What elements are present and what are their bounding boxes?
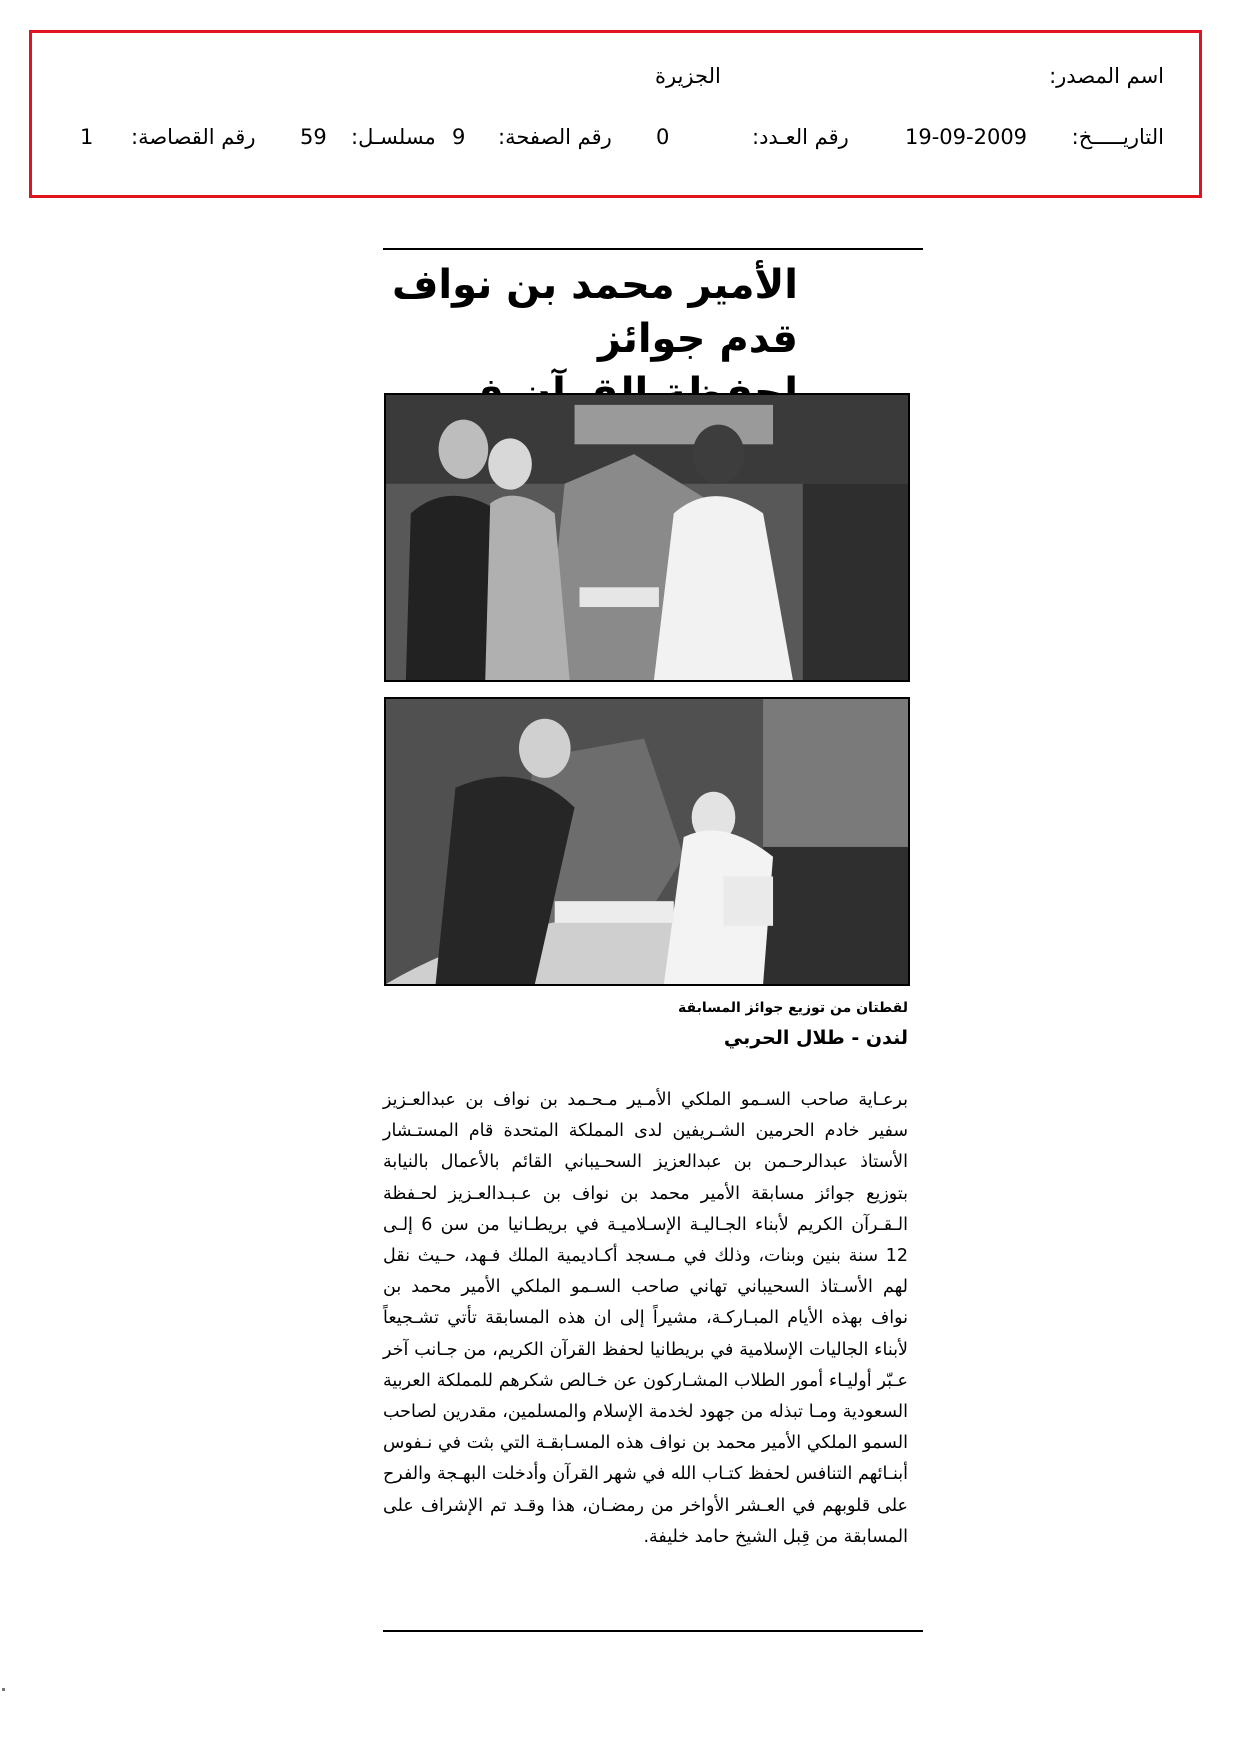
headline-line-1: الأمير محمد بن نواف قدم جوائز (391, 262, 798, 362)
source-label: اسم المصدر: (1049, 64, 1164, 88)
byline: لندن - طلال الحربي (723, 1027, 908, 1049)
page-label: رقم الصفحة: (498, 125, 612, 149)
source-value: الجزيرة (655, 64, 721, 88)
clip-label: رقم القصاصة: (131, 125, 256, 149)
issue-value: 0 (656, 125, 670, 149)
page-value: 9 (452, 125, 466, 149)
top-divider (383, 248, 923, 250)
clip-value: 1 (80, 125, 94, 149)
serial-label: مسلسـل: (351, 125, 436, 149)
photo-award-ceremony-2 (384, 697, 910, 986)
issue-label: رقم العـدد: (752, 125, 849, 149)
article-body: برعـاية صاحب السـمو الملكي الأمـير مـحـمد بن نواف بن عبدالعـزيز سفير خادم الحرمين الشـريفين لدى المملكة المتحدة قام المستـشار الأستاذ عبدالرحـمن بن عبدالعزيز السحـيباني القائم بالأعمال بالنيابة بتوزيع جوائز مسابقة الأمير محمد بن نواف بن عـبـدالعـزيز لحـفظة الـقـرآن الكريم لأبناء الجـاليـة الإسـلاميـة في بريطـانيا من سن 6 إلـى 12 سنة بنين وبنات، وذلك في مـسجد أكـاديمية الملك فـهد، حـيث نقل لهم الأسـتاذ السحيباني تهاني صاحب السـمو الملكي الأمير محمد بن نواف بهذه الأيام المبـاركـة، مشيراً إلى ان هذه المسابقة تأتي تشـجيعاً لأبناء الجاليات الإسلامية في بريطانيا لحفظ القرآن الكريم، من جـانب آخر عـبّر أوليـاء أمور الطلاب المشـاركون عن خـالص شكرهم للمملكة العربية السعودية ومـا تبذله من جهود لخدمة الإسلام والمسلمين، مقدرين لصاحب السمو الملكي الأمير محمد بن نواف هذه المسـابقـة التي بثت في نـفوس أبنـائهم التنافس لحفظ كتـاب الله في شهر القرآن وأدخلت البهـجة والفرح على قلوبهم في العـشر الأواخر من رمضـان، هذا وقـد تم الإشراف على المسابقة من قِبل الشيخ حامد خليفة. (383, 1090, 908, 1547)
scan-speck (2, 1688, 5, 1691)
date-value: 19-09-2009 (905, 125, 1028, 149)
clipping-metadata-box (29, 30, 1202, 198)
bottom-divider (383, 1630, 923, 1632)
serial-value: 59 (300, 125, 327, 149)
photo-award-ceremony-1 (384, 393, 910, 682)
date-label: التاريـــــخ: (1071, 125, 1164, 149)
photo-caption: لقطتان من توزيع جوائز المسابقة (678, 1000, 908, 1016)
